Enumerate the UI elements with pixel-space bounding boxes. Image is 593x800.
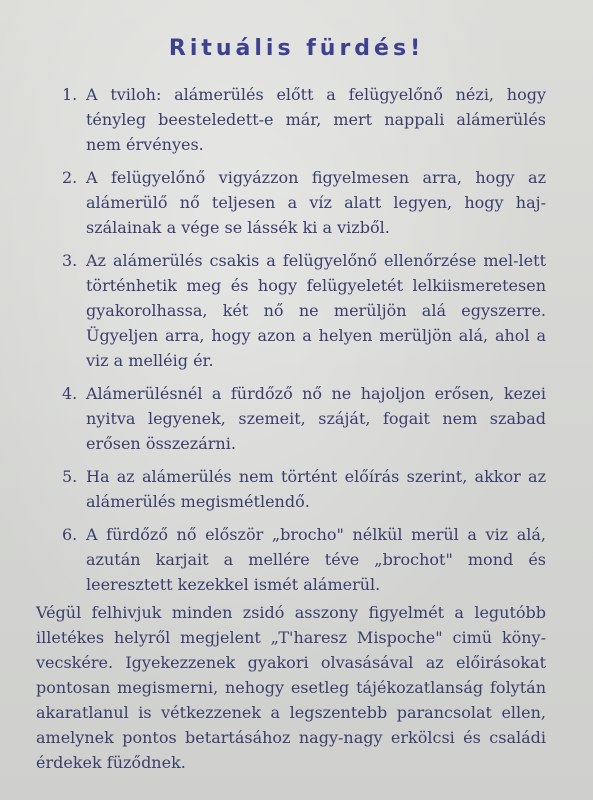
rule-number: 2. <box>62 168 78 187</box>
rule-text: Ha az alámerülés nem történt előírás szerint, akkor az alámerülés megismétlendő. <box>86 467 546 511</box>
rule-item <box>62 464 546 514</box>
rule-item <box>62 82 546 157</box>
rule-number: 4. <box>62 384 78 403</box>
rules-list <box>62 82 546 605</box>
document-title: Rituális fürdés! <box>168 36 425 61</box>
rule-number: 3. <box>62 251 78 270</box>
rule-item <box>62 165 546 240</box>
closing-paragraph: Végül felhivjuk minden zsidó asszony figyelmét a legutóbb illetékes helyről megjelent „T'haresz Mispoche" cimü köny-vecskére. Igyekezzenek gyakori olvasásával az előirásokat pontosan megismerni, nehogy esetleg tájékozatlanság folytán akaratlanul is vétkezzenek a legszentebb parancsolat ellen, amelynek pontos betartásához nagy-nagy erkölcsi és családi érdekek füződnek. <box>36 603 546 772</box>
rule-number: 6. <box>62 525 78 544</box>
rule-item <box>62 381 546 456</box>
rule-text: A tviloh: alámerülés előtt a felügyelőnő nézi, hogy tényleg beesteledett-e már, mert nappali alámerülés nem érvényes. <box>86 85 546 154</box>
rule-number: 5. <box>62 467 78 486</box>
rule-text: A fürdőző nő először „brocho" nélkül merül a viz alá, azután karjait a mellére téve „brochot" mond és leeresztett kezekkel ismét alámerül. <box>86 525 546 594</box>
rule-text: Alámerülésnél a fürdőző nő ne hajoljon erősen, kezei nyitva legyenek, szemeit, száját, fogait nem szabad erősen összezárni. <box>86 384 546 453</box>
rule-item <box>62 248 546 373</box>
rule-text: A felügyelőnő vigyázzon figyelmesen arra, hogy az alámerülő nő teljesen a víz alatt legyen, hogy haj-szálainak a vége se lássék ki a vizből. <box>86 168 546 237</box>
rule-item <box>62 522 546 597</box>
rule-number: 1. <box>62 85 78 104</box>
rule-text: Az alámerülés csakis a felügyelőnő ellenőrzése mel-lett történhetik meg és hogy felügyeletét lelkiismeretesen gyakorolhassa, két nő ne merüljön alá egyszerre. Ügyeljen arra, hogy azon a helyen merüljön alá, ahol a viz a melléig ér. <box>86 251 546 370</box>
